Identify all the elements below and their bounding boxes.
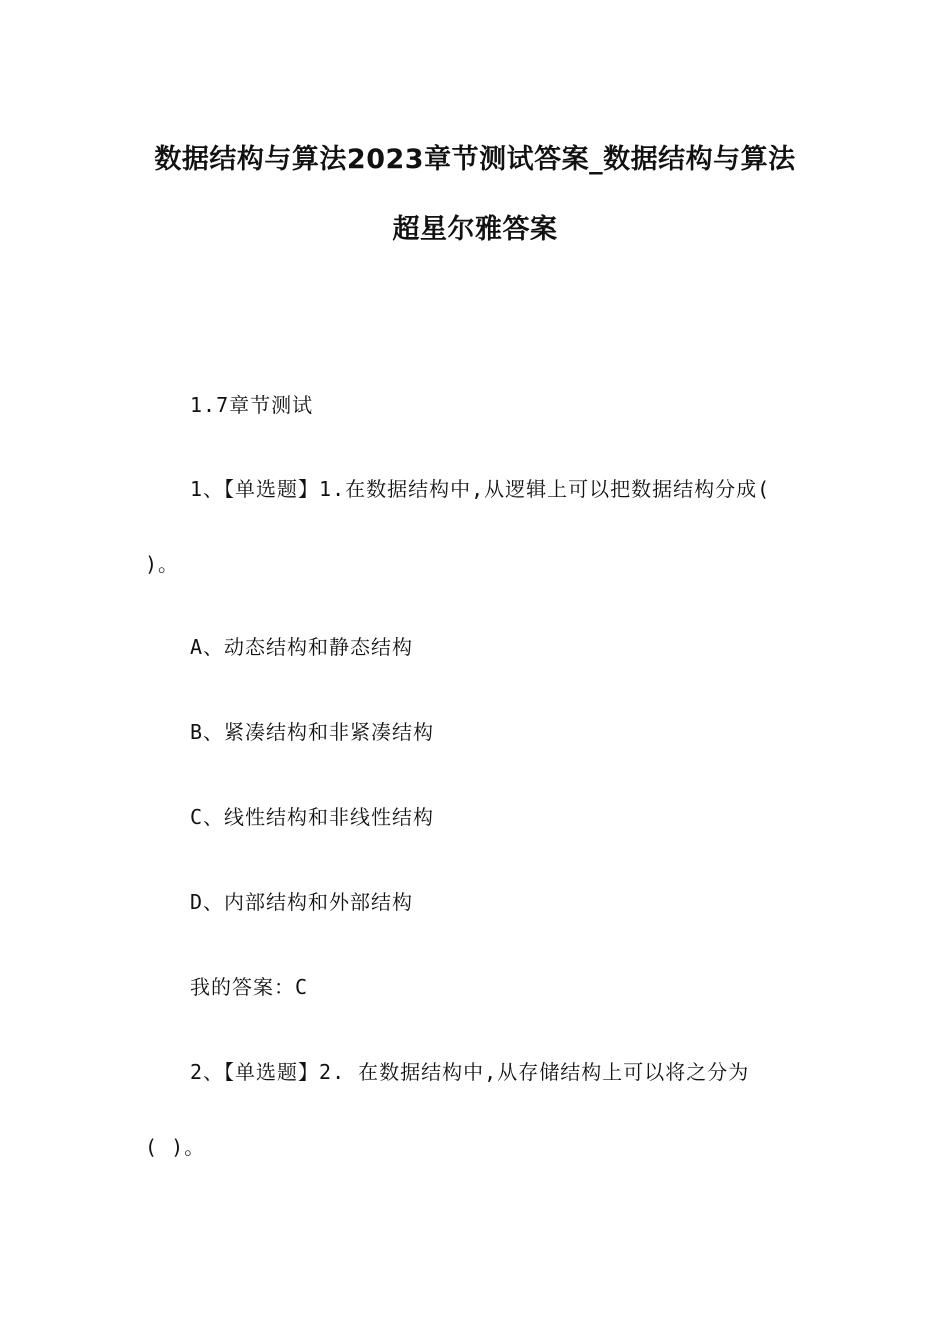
question-1-option-a: A、动态结构和静态结构 (190, 635, 414, 659)
question-1-option-c: C、线性结构和非线性结构 (190, 805, 435, 829)
document-title-line-1: 数据结构与算法2023章节测试答案_数据结构与算法 (154, 144, 796, 175)
question-2-text-line-2: ( )。 (145, 1135, 206, 1159)
question-1-option-b: B、紧凑结构和非紧凑结构 (190, 720, 435, 744)
question-1-option-d: D、内部结构和外部结构 (190, 890, 414, 914)
question-2-text-line-1: 2、【单选题】2. 在数据结构中,从存储结构上可以将之分为 (190, 1060, 750, 1084)
section-heading: 1.7章节测试 (190, 393, 314, 417)
question-1-answer: 我的答案：C (190, 975, 309, 999)
question-1-text-line-2: )。 (145, 552, 180, 576)
document-title-line-2: 超星尔雅答案 (392, 214, 558, 245)
question-1-text-line-1: 1、【单选题】1.在数据结构中,从逻辑上可以把数据结构分成( (190, 477, 771, 501)
